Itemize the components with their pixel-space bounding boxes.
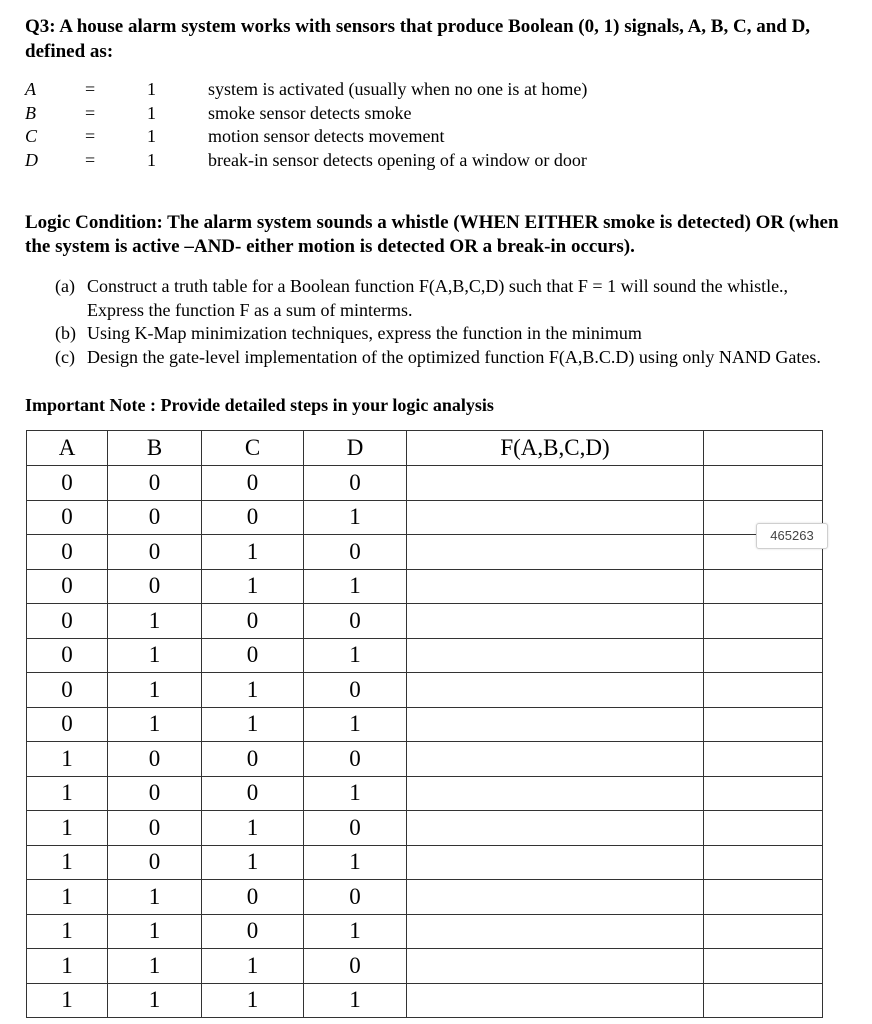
cell-f-answer[interactable] xyxy=(407,604,704,639)
definition-variable: C xyxy=(25,126,38,146)
truth-table-header xyxy=(27,431,823,466)
cell-a: 1 xyxy=(27,776,108,811)
table-row xyxy=(27,914,823,949)
cell-c: 1 xyxy=(202,673,304,708)
cell-a: 0 xyxy=(27,707,108,742)
cell-b: 0 xyxy=(108,845,202,880)
cell-d: 0 xyxy=(304,949,407,984)
cell-blank xyxy=(704,604,823,639)
cell-d: 1 xyxy=(304,638,407,673)
cell-d: 1 xyxy=(304,707,407,742)
cell-a: 1 xyxy=(27,880,108,915)
cell-d: 1 xyxy=(304,776,407,811)
cell-blank xyxy=(704,742,823,777)
definition-description: system is activated (usually when no one is at home) xyxy=(208,79,588,99)
cell-f-answer[interactable] xyxy=(407,914,704,949)
cell-f-answer[interactable] xyxy=(407,983,704,1018)
cell-f-answer[interactable] xyxy=(407,811,704,846)
cell-c: 1 xyxy=(202,569,304,604)
table-row xyxy=(27,500,823,535)
definition-description: break-in sensor detects opening of a window or door xyxy=(208,149,587,170)
table-row xyxy=(27,776,823,811)
truth-table xyxy=(26,430,823,1018)
cell-c: 0 xyxy=(202,880,304,915)
cell-f-answer[interactable] xyxy=(407,776,704,811)
cell-b: 0 xyxy=(108,569,202,604)
cell-b: 1 xyxy=(108,914,202,949)
cell-a: 0 xyxy=(27,535,108,570)
cell-blank xyxy=(704,949,823,984)
cell-b: 1 xyxy=(108,673,202,708)
header-b: B xyxy=(108,431,202,466)
cell-a: 1 xyxy=(27,845,108,880)
part-label: (b) xyxy=(55,323,76,343)
cell-a: 0 xyxy=(27,638,108,673)
cell-f-answer[interactable] xyxy=(407,638,704,673)
cell-f-answer[interactable] xyxy=(407,707,704,742)
cell-c: 0 xyxy=(202,776,304,811)
definition-equals: = xyxy=(85,102,96,123)
cell-blank xyxy=(704,466,823,501)
definition-variable: D xyxy=(25,149,38,170)
table-row xyxy=(27,535,823,570)
table-row xyxy=(27,983,823,1018)
question-part xyxy=(55,346,825,370)
header-d: D xyxy=(304,431,407,466)
cell-blank xyxy=(704,880,823,915)
table-row xyxy=(27,880,823,915)
cell-d: 0 xyxy=(304,811,407,846)
definition-description: smoke sensor detects smoke xyxy=(208,102,412,123)
cell-c: 0 xyxy=(202,742,304,777)
header-c: C xyxy=(202,431,304,466)
definition-value: 1 xyxy=(147,102,156,123)
cell-a: 1 xyxy=(27,983,108,1018)
cell-b: 1 xyxy=(108,707,202,742)
cell-c: 0 xyxy=(202,466,304,501)
cell-blank xyxy=(704,811,823,846)
cell-blank xyxy=(704,638,823,673)
cell-c: 0 xyxy=(202,914,304,949)
cell-b: 1 xyxy=(108,880,202,915)
cell-d: 1 xyxy=(304,569,407,604)
cell-f-answer[interactable] xyxy=(407,535,704,570)
cell-b: 0 xyxy=(108,466,202,501)
cell-b: 0 xyxy=(108,776,202,811)
cell-f-answer[interactable] xyxy=(407,500,704,535)
definition-equals: = xyxy=(85,126,96,146)
cell-c: 1 xyxy=(202,845,304,880)
cell-f-answer[interactable] xyxy=(407,880,704,915)
cell-d: 0 xyxy=(304,535,407,570)
cell-b: 1 xyxy=(108,604,202,639)
cell-c: 0 xyxy=(202,500,304,535)
cell-a: 0 xyxy=(27,466,108,501)
table-row xyxy=(27,811,823,846)
cell-f-answer[interactable] xyxy=(407,845,704,880)
header-f: F(A,B,C,D) xyxy=(407,431,704,466)
part-text: Construct a truth table for a Boolean function F(A,B,C,D) such that F = 1 will sound the whistle., Express the function F as a sum of minterms. xyxy=(87,276,789,320)
question-part xyxy=(55,322,825,346)
definition-value: 1 xyxy=(147,149,156,170)
cell-a: 0 xyxy=(27,500,108,535)
cell-blank xyxy=(704,776,823,811)
table-row xyxy=(27,845,823,880)
header-blank xyxy=(704,431,823,466)
id-stamp: 465263 xyxy=(756,523,828,549)
cell-f-answer[interactable] xyxy=(407,742,704,777)
cell-blank xyxy=(704,569,823,604)
definition-value: 1 xyxy=(147,79,156,99)
logic-condition: Logic Condition: The alarm system sounds a whistle (WHEN EITHER smoke is detected) OR (when the system is active –AND- either motion is detected OR a break-in occurs). xyxy=(25,212,839,257)
definition-equals: = xyxy=(85,79,96,99)
cell-f-answer[interactable] xyxy=(407,466,704,501)
cell-a: 1 xyxy=(27,914,108,949)
cell-d: 1 xyxy=(304,500,407,535)
part-label: (a) xyxy=(55,276,75,296)
cell-b: 0 xyxy=(108,500,202,535)
cell-a: 0 xyxy=(27,604,108,639)
definition-variable: A xyxy=(25,79,36,99)
cell-c: 0 xyxy=(202,638,304,673)
table-row xyxy=(27,707,823,742)
table-row xyxy=(27,742,823,777)
important-note: Important Note : Provide detailed steps in your logic analysis xyxy=(25,395,494,415)
cell-d: 0 xyxy=(304,742,407,777)
cell-c: 0 xyxy=(202,604,304,639)
cell-c: 1 xyxy=(202,535,304,570)
cell-b: 1 xyxy=(108,983,202,1018)
cell-d: 0 xyxy=(304,604,407,639)
cell-a: 0 xyxy=(27,673,108,708)
question-title: Q3: A house alarm system works with sensors that produce Boolean (0, 1) signals, A, B, C, and D, defined as: xyxy=(25,16,811,62)
cell-blank xyxy=(704,983,823,1018)
cell-a: 0 xyxy=(27,569,108,604)
cell-d: 1 xyxy=(304,914,407,949)
cell-f-answer[interactable] xyxy=(407,569,704,604)
cell-b: 1 xyxy=(108,638,202,673)
part-text: Design the gate-level implementation of the optimized function F(A,B.C.D) using only NAND Gates. xyxy=(87,346,821,367)
cell-d: 0 xyxy=(304,673,407,708)
table-row xyxy=(27,604,823,639)
header-a: A xyxy=(27,431,108,466)
cell-a: 1 xyxy=(27,811,108,846)
cell-c: 1 xyxy=(202,983,304,1018)
cell-d: 1 xyxy=(304,983,407,1018)
definition-variable: B xyxy=(25,102,36,123)
cell-b: 0 xyxy=(108,811,202,846)
cell-f-answer[interactable] xyxy=(407,949,704,984)
cell-blank xyxy=(704,707,823,742)
table-row xyxy=(27,466,823,501)
cell-b: 0 xyxy=(108,742,202,777)
table-row xyxy=(27,673,823,708)
cell-d: 1 xyxy=(304,845,407,880)
cell-blank xyxy=(704,845,823,880)
cell-c: 1 xyxy=(202,707,304,742)
definition-description: motion sensor detects movement xyxy=(208,126,445,146)
cell-a: 1 xyxy=(27,742,108,777)
cell-blank xyxy=(704,673,823,708)
cell-b: 1 xyxy=(108,949,202,984)
cell-b: 0 xyxy=(108,535,202,570)
definition-value: 1 xyxy=(147,126,156,146)
cell-d: 0 xyxy=(304,466,407,501)
question-part xyxy=(55,275,825,322)
table-row xyxy=(27,569,823,604)
question-parts xyxy=(55,275,825,369)
part-label: (c) xyxy=(55,346,75,367)
table-row xyxy=(27,638,823,673)
cell-a: 1 xyxy=(27,949,108,984)
cell-c: 1 xyxy=(202,811,304,846)
table-row xyxy=(27,949,823,984)
definition-equals: = xyxy=(85,149,96,170)
cell-f-answer[interactable] xyxy=(407,673,704,708)
cell-blank xyxy=(704,914,823,949)
cell-c: 1 xyxy=(202,949,304,984)
part-text: Using K-Map minimization techniques, express the function in the minimum xyxy=(87,323,642,343)
cell-d: 0 xyxy=(304,880,407,915)
